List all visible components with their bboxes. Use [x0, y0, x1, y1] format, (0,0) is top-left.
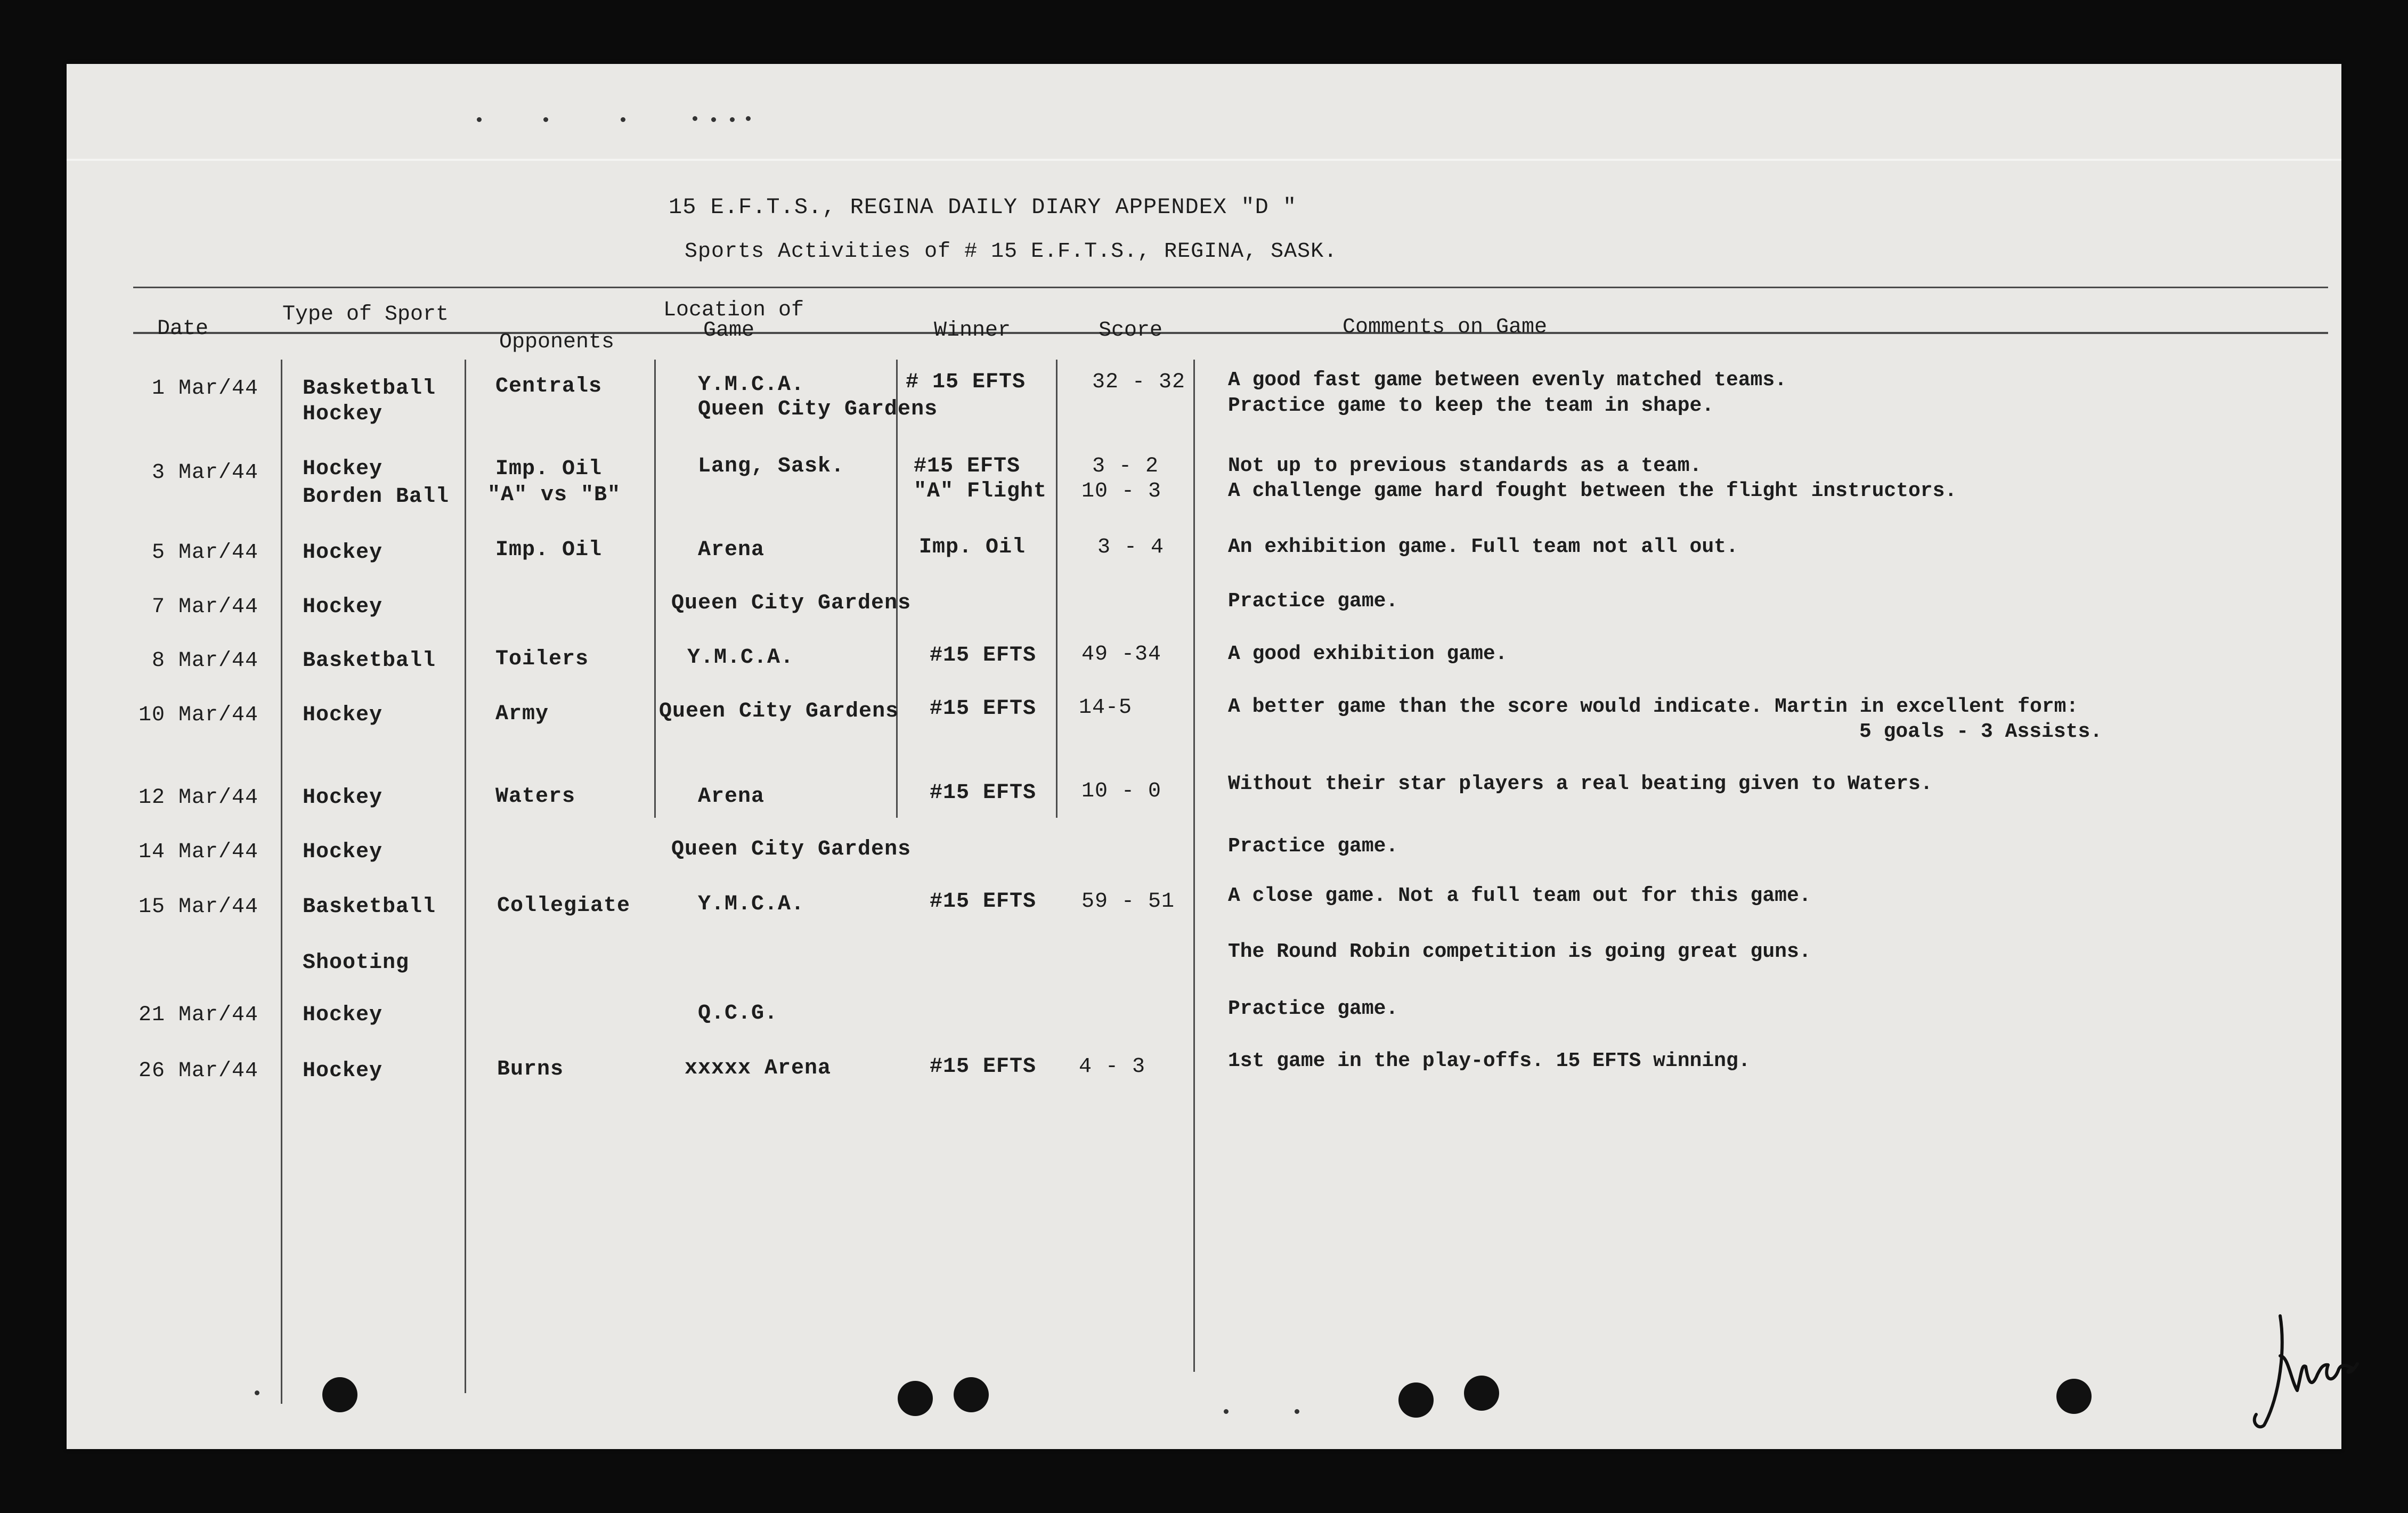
- row2-date: 3 Mar/44: [152, 461, 259, 485]
- row1-date: 1 Mar/44: [152, 377, 259, 401]
- speck: [711, 117, 716, 122]
- row5-date: 8 Mar/44: [152, 649, 259, 673]
- row2-winner: #15 EFTS: [914, 454, 1021, 478]
- row12-opponents: Burns: [497, 1058, 564, 1081]
- punch-hole: [1464, 1376, 1499, 1411]
- row6-score: 14-5: [1079, 696, 1133, 720]
- row4-comment: Practice game.: [1228, 590, 1398, 613]
- row1-score: 32 - 32: [1092, 370, 1186, 394]
- row6-winner: #15 EFTS: [930, 697, 1037, 721]
- row7-comment: Without their star players a real beating given to Waters.: [1228, 772, 1933, 795]
- row1-sport-2: Hockey: [303, 402, 383, 426]
- row6-opponents: Army: [495, 702, 549, 726]
- speck: [693, 116, 697, 121]
- row7-winner: #15 EFTS: [930, 781, 1037, 805]
- row6-location: Queen City Gardens: [659, 699, 899, 723]
- row7-date: 12 Mar/44: [139, 786, 259, 810]
- row11-comment: Practice game.: [1228, 997, 1398, 1020]
- row3-comment: An exhibition game. Full team not all out.: [1228, 535, 1738, 558]
- row9-opponents: Collegiate: [497, 894, 631, 918]
- row7-opponents: Waters: [495, 785, 576, 809]
- row5-comment: A good exhibition game.: [1228, 642, 1508, 665]
- row1-comment: A good fast game between evenly matched teams.: [1228, 369, 1787, 392]
- col-divider-4: [896, 360, 898, 818]
- col-divider-1: [281, 360, 282, 1404]
- punch-hole: [322, 1377, 357, 1412]
- row1-location-2: Queen City Gardens: [698, 397, 938, 421]
- row2-score: 3 - 2: [1092, 454, 1159, 478]
- row4-sport: Hockey: [303, 595, 383, 619]
- row8-date: 14 Mar/44: [139, 840, 259, 864]
- row2-comment: Not up to previous standards as a team.: [1228, 454, 1702, 477]
- row11-location: Q.C.G.: [698, 1002, 778, 1026]
- row1-sport: Basketball: [303, 377, 436, 401]
- row2-opponents-2: "A" vs "B": [487, 483, 621, 507]
- row3-date: 5 Mar/44: [152, 541, 259, 565]
- row7-sport: Hockey: [303, 786, 383, 810]
- row6-comment: A better game than the score would indicate. Martin in excellent form:: [1228, 695, 2079, 718]
- row8-location: Queen City Gardens: [671, 837, 912, 861]
- speck: [621, 117, 625, 122]
- row2-winner-2: "A" Flight: [914, 479, 1047, 503]
- col-sport: Type of Sport: [282, 303, 449, 327]
- col-divider-6: [1193, 360, 1195, 1372]
- row5-winner: #15 EFTS: [930, 644, 1037, 668]
- speck: [543, 117, 548, 122]
- col-divider-5: [1056, 360, 1057, 818]
- header-rule-bottom: [133, 332, 2328, 334]
- row1-comment-2: Practice game to keep the team in shape.: [1228, 394, 1714, 417]
- punch-hole: [2056, 1379, 2092, 1414]
- row12-comment: 1st game in the play-offs. 15 EFTS winning.: [1228, 1050, 1751, 1072]
- row2-comment-2: A challenge game hard fought between the flight instructors.: [1228, 479, 1957, 502]
- row5-location: Y.M.C.A.: [687, 646, 794, 670]
- row9-date: 15 Mar/44: [139, 895, 259, 919]
- row10-sport: Shooting: [303, 951, 410, 975]
- row5-sport: Basketball: [303, 649, 436, 673]
- col-opponents: Opponents: [499, 330, 615, 354]
- col-winner: Winner: [934, 319, 1011, 343]
- row12-winner: #15 EFTS: [930, 1055, 1037, 1079]
- row12-score: 4 - 3: [1079, 1055, 1146, 1079]
- speck: [1224, 1409, 1229, 1414]
- row7-location: Arena: [698, 785, 765, 809]
- row3-opponents: Imp. Oil: [495, 538, 603, 562]
- row10-comment: The Round Robin competition is going great guns.: [1228, 940, 1811, 963]
- row1-location: Y.M.C.A.: [698, 373, 805, 397]
- row9-sport: Basketball: [303, 895, 436, 919]
- row4-location: Queen City Gardens: [671, 591, 912, 615]
- row6-date: 10 Mar/44: [139, 703, 259, 727]
- punch-hole: [954, 1377, 989, 1412]
- speck: [746, 116, 751, 121]
- header-rule-top: [133, 287, 2328, 288]
- col-divider-3: [654, 360, 656, 818]
- col-comments: Comments on Game: [1343, 315, 1548, 339]
- col-location: Location of: [663, 298, 804, 322]
- row5-score: 49 -34: [1081, 642, 1162, 666]
- handwritten-signature: [2248, 1305, 2363, 1433]
- row1-opponents: Centrals: [495, 375, 603, 398]
- row2-sport: Hockey: [303, 457, 383, 481]
- col-location-2: Game: [703, 319, 755, 343]
- row8-sport: Hockey: [303, 840, 383, 864]
- row11-sport: Hockey: [303, 1003, 383, 1027]
- row9-comment: A close game. Not a full team out for this game.: [1228, 884, 1811, 907]
- row2-opponents: Imp. Oil: [495, 457, 603, 481]
- punch-hole: [1398, 1382, 1434, 1418]
- speck: [730, 117, 735, 122]
- row6-comment-2: 5 goals - 3 Assists.: [1859, 720, 2103, 743]
- speck: [1295, 1409, 1299, 1414]
- row3-winner: Imp. Oil: [919, 535, 1026, 559]
- col-date: Date: [157, 317, 209, 341]
- row9-location: Y.M.C.A.: [698, 892, 805, 916]
- row3-score: 3 - 4: [1097, 535, 1165, 559]
- row5-opponents: Toilers: [495, 647, 589, 671]
- row2-location: Lang, Sask.: [698, 454, 845, 478]
- col-score: Score: [1099, 319, 1163, 343]
- row12-location: xxxxx Arena: [685, 1056, 832, 1080]
- paper-crease: [67, 159, 2341, 161]
- row2-sport-2: Borden Ball: [303, 485, 450, 509]
- row8-comment: Practice game.: [1228, 835, 1398, 858]
- row11-date: 21 Mar/44: [139, 1003, 259, 1027]
- row3-sport: Hockey: [303, 541, 383, 565]
- speck: [255, 1390, 259, 1395]
- row9-winner: #15 EFTS: [930, 890, 1037, 914]
- document-title: 15 E.F.T.S., REGINA DAILY DIARY APPENDEX "D ": [669, 194, 1297, 220]
- punch-hole: [898, 1381, 933, 1416]
- row6-sport: Hockey: [303, 703, 383, 727]
- row12-sport: Hockey: [303, 1059, 383, 1083]
- document-subtitle: Sports Activities of # 15 E.F.T.S., REGINA, SASK.: [685, 240, 1338, 264]
- row2-score-2: 10 - 3: [1081, 479, 1162, 503]
- speck: [477, 117, 482, 122]
- row9-score: 59 - 51: [1081, 890, 1175, 914]
- row1-winner: # 15 EFTS: [906, 370, 1026, 394]
- row4-date: 7 Mar/44: [152, 595, 259, 619]
- row7-score: 10 - 0: [1081, 779, 1162, 803]
- col-divider-2: [465, 360, 466, 1393]
- row12-date: 26 Mar/44: [139, 1059, 259, 1083]
- row3-location: Arena: [698, 538, 765, 562]
- diary-page: [67, 64, 2341, 1449]
